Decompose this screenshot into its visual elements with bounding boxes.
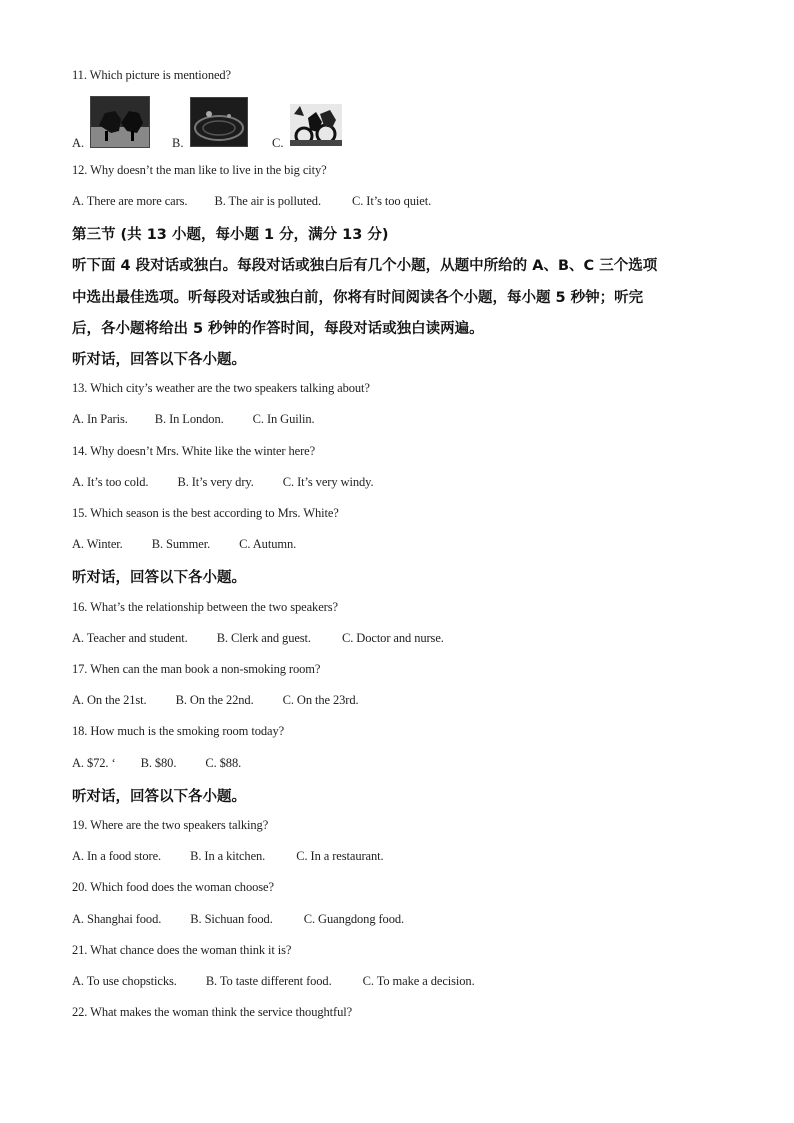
- option-a: A. It’s too cold.: [72, 475, 149, 489]
- question-20: 20. Which food does the woman choose?: [72, 880, 274, 894]
- option-a: A. On the 21st.: [72, 693, 147, 707]
- option-c: C. In Guilin.: [252, 412, 315, 426]
- option-a: A. To use chopsticks.: [72, 974, 177, 988]
- option-b: B. Clerk and guest.: [216, 631, 311, 645]
- option-c: C. Autumn.: [239, 537, 297, 551]
- instructions-line-2: 中选出最佳选项。听每段对话或独白前，你将有时间阅读各个小题，每小题 5 秒钟；听完: [72, 290, 644, 306]
- question-22: 22. What makes the woman think the service thoughtful?: [72, 1005, 353, 1019]
- question-11: 11. Which picture is mentioned?: [72, 68, 232, 82]
- option-a: A. Teacher and student.: [72, 631, 188, 645]
- option-c: C. $88.: [205, 756, 242, 770]
- group-header: 听对话，回答以下各小题。: [72, 352, 246, 368]
- option-b: B. Sichuan food.: [190, 912, 273, 926]
- option-a: A. There are more cars.: [72, 194, 188, 208]
- question-19-options: [72, 849, 384, 864]
- option-a: A. In a food store.: [72, 849, 162, 863]
- option-b: B. On the 22nd.: [175, 693, 254, 707]
- option-c: C. It’s very windy.: [282, 475, 374, 489]
- option-c: C. On the 23rd.: [282, 693, 359, 707]
- question-19: 19. Where are the two speakers talking?: [72, 818, 269, 832]
- question-17: 17. When can the man book a non-smoking room?: [72, 662, 321, 676]
- question-16-options: [72, 631, 444, 646]
- option-b: B. Summer.: [151, 537, 211, 551]
- option-a: A. Shanghai food.: [72, 912, 162, 926]
- question-15-options: [72, 537, 296, 552]
- option-c-label: C.: [272, 136, 284, 150]
- question-21-options: [72, 974, 475, 989]
- option-c: C. To make a decision.: [362, 974, 475, 988]
- instructions-line-1: 听下面 4 段对话或独白。每段对话或独白后有几个小题，从题中所给的 A、B、C 三个选项: [72, 258, 658, 274]
- question-14-options: [72, 475, 373, 490]
- option-b: B. It’s very dry.: [177, 475, 254, 489]
- option-a: A. In Paris.: [72, 412, 128, 426]
- option-a: A. $72. ‘: [72, 756, 116, 770]
- option-a-label: A.: [72, 136, 85, 150]
- question-12-options: [72, 194, 431, 209]
- group-header: 听对话，回答以下各小题。: [72, 570, 246, 586]
- section-title: 第三节 (共 13 小题，每小题 1 分，满分 13 分): [72, 227, 389, 243]
- question-14: 14. Why doesn’t Mrs. White like the winter here?: [72, 444, 316, 458]
- option-c: C. Doctor and nurse.: [342, 631, 444, 645]
- question-18-options: [72, 756, 241, 771]
- option-b-label: B.: [172, 136, 184, 150]
- question-16: 16. What’s the relationship between the two speakers?: [72, 600, 338, 614]
- option-b: B. The air is polluted.: [214, 194, 321, 208]
- option-c: C. It’s too quiet.: [352, 194, 432, 208]
- question-18: 18. How much is the smoking room today?: [72, 724, 285, 738]
- horse-riders-photo: [90, 96, 150, 148]
- question-20-options: [72, 912, 404, 927]
- question-17-options: [72, 693, 359, 708]
- question-13-options: [72, 412, 315, 427]
- option-b: B. In a kitchen.: [190, 849, 266, 863]
- question-13: 13. Which city’s weather are the two speakers talking about?: [72, 381, 370, 395]
- option-b: B. $80.: [140, 756, 177, 770]
- cyclists-photo: [290, 104, 342, 146]
- option-b: B. In London.: [154, 412, 224, 426]
- question-21: 21. What chance does the woman think it is?: [72, 943, 292, 957]
- group-header: 听对话，回答以下各小题。: [72, 789, 246, 805]
- option-a: A. Winter.: [72, 537, 123, 551]
- option-c: C. In a restaurant.: [296, 849, 384, 863]
- racetrack-photo: [190, 97, 248, 147]
- instructions-line-3: 后，各小题将给出 5 秒钟的作答时间，每段对话或独白读两遍。: [72, 321, 484, 337]
- option-c: C. Guangdong food.: [303, 912, 405, 926]
- option-b: B. To taste different food.: [205, 974, 332, 988]
- question-12: 12. Why doesn’t the man like to live in the big city?: [72, 163, 327, 177]
- question-15: 15. Which season is the best according to Mrs. White?: [72, 506, 339, 520]
